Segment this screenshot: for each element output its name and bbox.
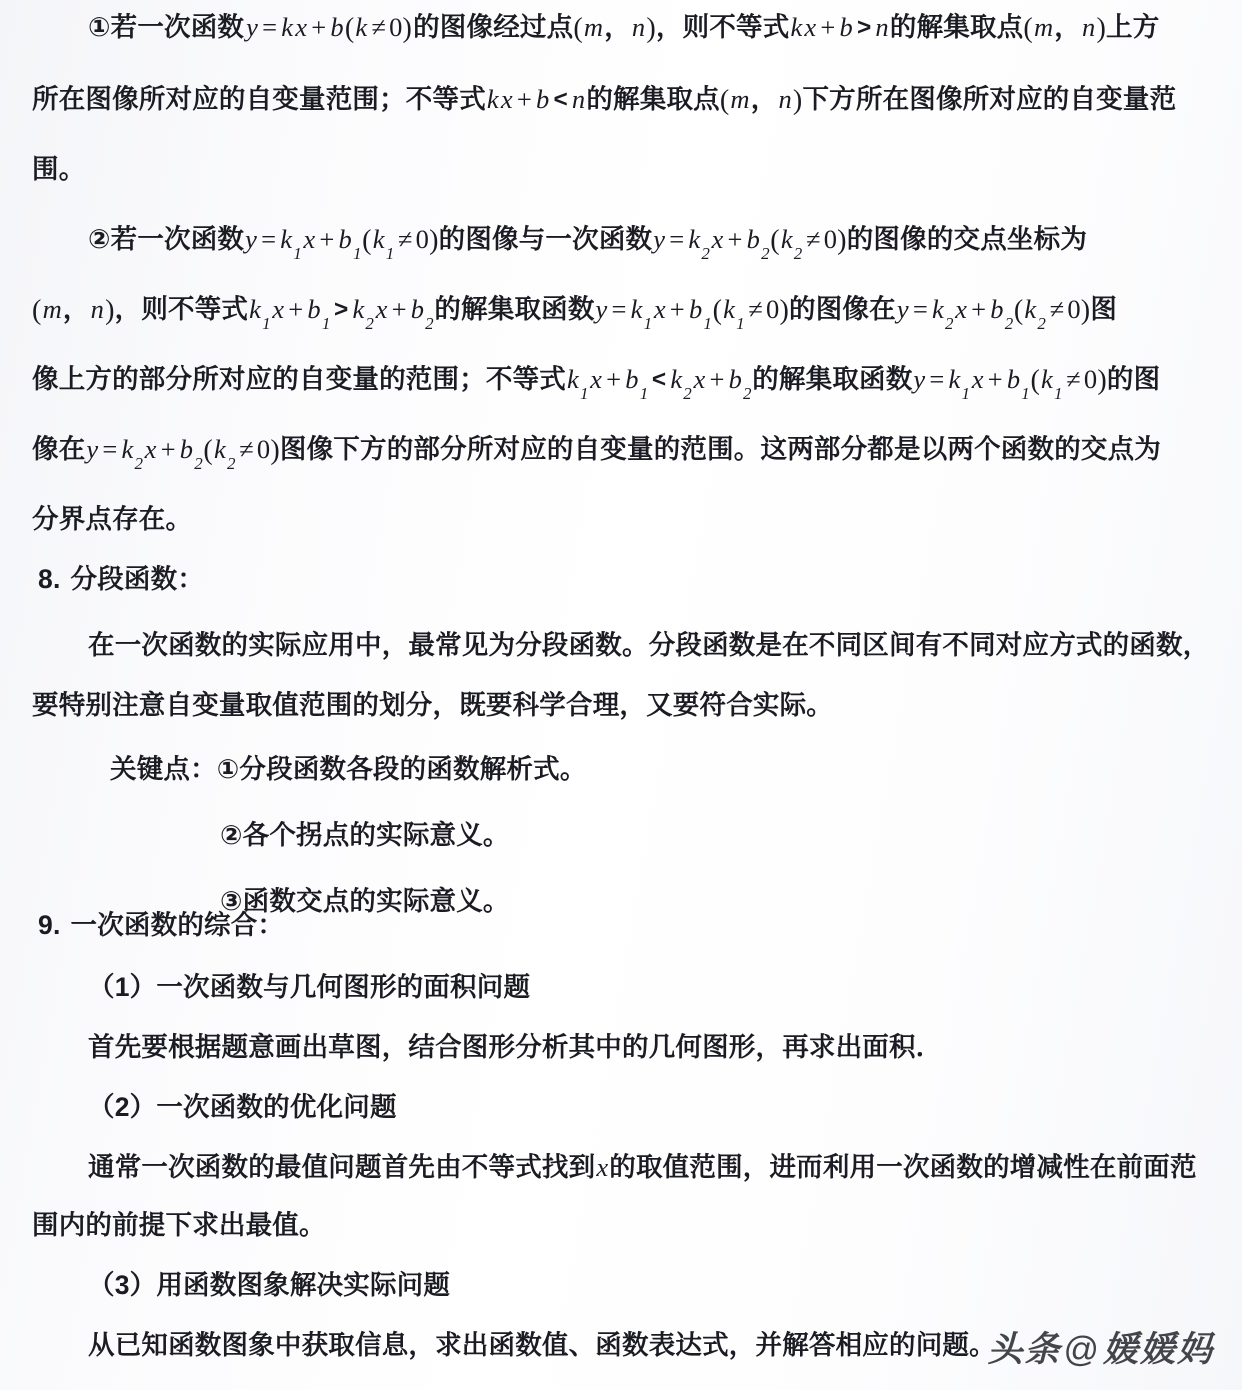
watermark-platform: 头条 [987, 1330, 1062, 1369]
point-mn: (m，n) [573, 12, 656, 44]
section-heading-9 [30, 912, 1222, 939]
text-line: 在一次函数的实际应用中，最常见为分段函数。分段函数是在不同区间有不同对应方式的函数， [88, 630, 1210, 660]
line-text: 所在图像所对应的自变量范围；不等式 [32, 84, 486, 114]
section-number: 8. [38, 564, 61, 594]
key-points-line: ③函数交点的实际意义。 [220, 886, 510, 916]
line-text: 像在 [32, 434, 86, 464]
text-line: 要特别注意自变量取值范围的划分，既要科学合理，又要符合实际。 [32, 690, 833, 720]
line-text: 的图像在 [789, 294, 896, 324]
formula-k1x-b1-gt-k2x-b2: $k_1x + b_1> k_2x + b_2$ [249, 294, 434, 334]
subsection-1-title: （1）一次函数与几何图形的面积问题 [88, 972, 531, 1002]
text-line [30, 1154, 1222, 1181]
point-mn: (m，n) [32, 294, 115, 326]
formula-kx-b-lt-n: kx + b < n [486, 84, 586, 114]
text-line [30, 434, 1222, 474]
watermark-attribution [987, 1322, 1214, 1372]
line-text: 下方所在图像所对应的自变量范 [802, 84, 1177, 114]
line-text: 像上方的部分所对应的自变量的范围；不等式 [32, 364, 566, 394]
formula-y-k1x-b1: $y = k_1x + b_1(k_1 \ne 0)$ [913, 364, 1107, 404]
formula-y-k2x-b2: $y = k_2x + b_2(k_2 \ne 0)$ [653, 224, 847, 264]
line-text: 的图像的交点坐标为 [846, 224, 1088, 254]
text-line [30, 294, 1222, 334]
line-text: 的解集取点 [889, 12, 1024, 42]
line-text: 的图像经过点 [413, 12, 574, 42]
formula-y-k1x-b1: $y = k_1x + b_1(k_1 \ne 0)$ [245, 224, 439, 264]
text-line [30, 224, 1222, 264]
line-text: ，则不等式 [114, 294, 249, 324]
line-text: 的图像与一次函数 [438, 224, 653, 254]
text-line [30, 14, 1222, 42]
formula-y-k2x-b2: $y = k_2x + b_2(k_2 \ne 0)$ [896, 294, 1091, 334]
line-text: ，则不等式 [655, 12, 790, 42]
line-text: 的解集取函数 [752, 364, 913, 394]
formula-kx-b-gt-n: kx + b > n [790, 12, 889, 42]
watermark-at-symbol: @ [1063, 1330, 1101, 1369]
text-line [30, 364, 1222, 404]
text-line: 从已知函数图象中获取信息，求出函数值、函数表达式，并解答相应的问题。 [88, 1330, 996, 1360]
text-line: 围。 [32, 154, 86, 184]
key-points-line: 关键点：①分段函数各段的函数解析式。 [110, 754, 587, 784]
subsection-2-title: （2）一次函数的优化问题 [88, 1092, 397, 1122]
formula-k1x-b1-lt-k2x-b2: $k_1x + b_1< k_2x + b_2$ [567, 364, 752, 404]
line-text: 图 [1090, 294, 1118, 324]
point-mn: (m，n) [1023, 12, 1106, 44]
variable-x: x [596, 1152, 609, 1182]
text-line: 围内的前提下求出最值。 [32, 1210, 326, 1240]
key-points-line: ②各个拐点的实际意义。 [220, 820, 510, 850]
formula-y-k1x-b1: $y = k_1x + b_1(k_1 \ne 0)$ [595, 294, 790, 334]
subsection-3-title: （3）用函数图象解决实际问题 [88, 1270, 451, 1300]
line-text: 上方 [1106, 12, 1160, 42]
line-text: ②若一次函数 [88, 224, 245, 254]
line-text: 的解集取函数 [434, 294, 595, 324]
formula-y-kx-b: y = kx + b(k ≠ 0) [246, 12, 413, 44]
text-line: 分界点存在。 [32, 504, 193, 534]
watermark-author: 媛媛妈 [1102, 1330, 1214, 1369]
line-text: 图像下方的部分所对应的自变量的范围。这两部分都是以两个函数的交点为 [279, 434, 1161, 464]
section-heading-8 [30, 566, 1222, 593]
formula-y-k2x-b2: $y = k_2x + b_2(k_2 \ne 0)$ [86, 434, 280, 474]
line-text: 的解集取点 [586, 84, 720, 114]
section-title: 一次函数的综合： [70, 910, 285, 940]
text-line: 首先要根据题意画出草图，结合图形分析其中的几何图形，再求出面积． [88, 1032, 943, 1062]
text-line [30, 86, 1222, 114]
section-number: 9. [38, 910, 61, 940]
line-text: 的图 [1106, 364, 1161, 394]
point-mn: (m，n) [719, 84, 803, 116]
line-text: ①若一次函数 [88, 12, 245, 42]
line-text: 的取值范围，进而利用一次函数的增减性在前面范 [609, 1152, 1197, 1182]
line-text: 通常一次函数的最值问题首先由不等式找到 [88, 1152, 596, 1182]
section-title: 分段函数： [70, 564, 205, 594]
